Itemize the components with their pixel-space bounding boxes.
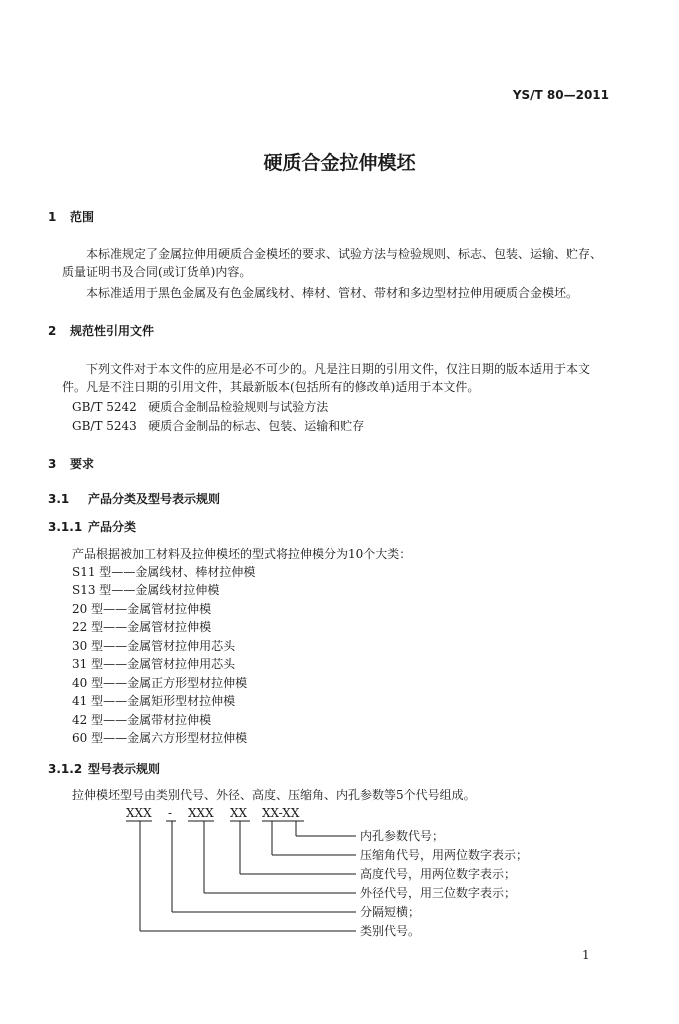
section-title: 范围	[70, 210, 95, 224]
code-part-separator: -	[168, 806, 173, 820]
section-title: 规范性引用文件	[70, 324, 155, 338]
type-code: 20 型	[72, 602, 104, 616]
document-title: 硬质合金拉伸模坯	[263, 152, 416, 174]
reference-title: 硬质合金制品的标志、包装、运输和贮存	[148, 419, 365, 433]
type-desc: 金属管材拉伸用芯头	[127, 657, 236, 671]
callout-outer-diameter: 外径代号，用三位数字表示；	[360, 886, 517, 900]
section-1-paragraph-1: 本标准规定了金属拉伸用硬质合金模坯的要求、试验方法与检验规则、标志、包装、运输、贮存、质量证明书及合同(或订货单)内容。	[62, 247, 603, 279]
type-code: 22 型	[72, 620, 104, 634]
type-code: S11 型	[72, 565, 112, 579]
type-desc: 金属六方形型材拉伸模	[127, 731, 248, 745]
type-desc: 金属矩形型材拉伸模	[127, 694, 236, 708]
type-dash: ——	[103, 713, 128, 727]
callout-bore-parameter: 内孔参数代号；	[360, 829, 445, 843]
type-code: 30 型	[72, 639, 104, 653]
type-desc: 金属管材拉伸模	[127, 602, 212, 616]
type-dash: ——	[103, 620, 128, 634]
type-code: 41 型	[72, 694, 104, 708]
callout-compression-angle: 压缩角代号，用两位数字表示；	[360, 848, 529, 862]
section-number: 1	[48, 210, 57, 224]
section-number: 3.1	[48, 492, 70, 506]
section-1-paragraph-2: 本标准适用于黑色金属及有色金属线材、棒材、管材、带材和多边型材拉伸用硬质合金模坯。	[86, 286, 579, 300]
section-title: 要求	[70, 457, 95, 471]
type-dash: ——	[103, 639, 128, 653]
section-title: 产品分类及型号表示规则	[88, 492, 221, 506]
type-code: 40 型	[72, 676, 104, 690]
code-part-category: XXX	[126, 806, 152, 820]
type-desc: 金属带材拉伸模	[127, 713, 212, 727]
type-desc: 金属线材拉伸模	[135, 583, 220, 597]
callout-height: 高度代号，用两位数字表示；	[360, 867, 517, 881]
callout-category: 类别代号。	[360, 924, 421, 938]
type-dash: ——	[103, 731, 128, 745]
type-desc: 金属管材拉伸模	[127, 620, 212, 634]
type-dash: ——	[103, 694, 128, 708]
section-number: 3	[48, 457, 57, 471]
reference-code: GB/T 5243	[72, 419, 137, 433]
type-desc: 金属正方形型材拉伸模	[127, 676, 248, 690]
type-code: 42 型	[72, 713, 104, 727]
section-2-paragraph-1: 下列文件对于本文件的应用是必不可少的。凡是注日期的引用文件，仅注日期的版本适用于本文件。凡是不注日期的引用文件，其最新版本(包括所有的修改单)适用于本文件。	[62, 362, 591, 394]
model-code-intro: 拉伸模坯型号由类别代号、外径、高度、压缩角、内孔参数等5个代号组成。	[72, 788, 476, 802]
section-number: 3.1.1	[48, 520, 83, 534]
reference-title: 硬质合金制品检验规则与试验方法	[148, 400, 329, 414]
classification-intro: 产品根据被加工材料及拉伸模坯的型式将拉伸模分为10个大类：	[72, 547, 412, 561]
section-number: 3.1.2	[48, 762, 83, 776]
code-part-height: XX	[230, 806, 248, 820]
callout-separator: 分隔短横；	[360, 905, 421, 919]
type-code: S13 型	[72, 583, 112, 597]
page-number: 1	[582, 948, 590, 962]
reference-code: GB/T 5242	[72, 400, 137, 414]
standard-number: YS/T 80—2011	[512, 88, 609, 102]
code-part-angle-bore: XX-XX	[262, 806, 300, 820]
code-part-outer-diameter: XXX	[188, 806, 214, 820]
type-code: 60 型	[72, 731, 104, 745]
section-title: 型号表示规则	[88, 762, 161, 776]
section-title: 产品分类	[88, 520, 137, 534]
type-dash: ——	[111, 583, 136, 597]
type-dash: ——	[103, 602, 128, 616]
section-number: 2	[48, 324, 57, 338]
type-code: 31 型	[72, 657, 104, 671]
type-dash: ——	[111, 565, 136, 579]
type-desc: 金属管材拉伸用芯头	[127, 639, 236, 653]
type-desc: 金属线材、棒材拉伸模	[135, 565, 256, 579]
type-dash: ——	[103, 676, 128, 690]
type-dash: ——	[103, 657, 128, 671]
